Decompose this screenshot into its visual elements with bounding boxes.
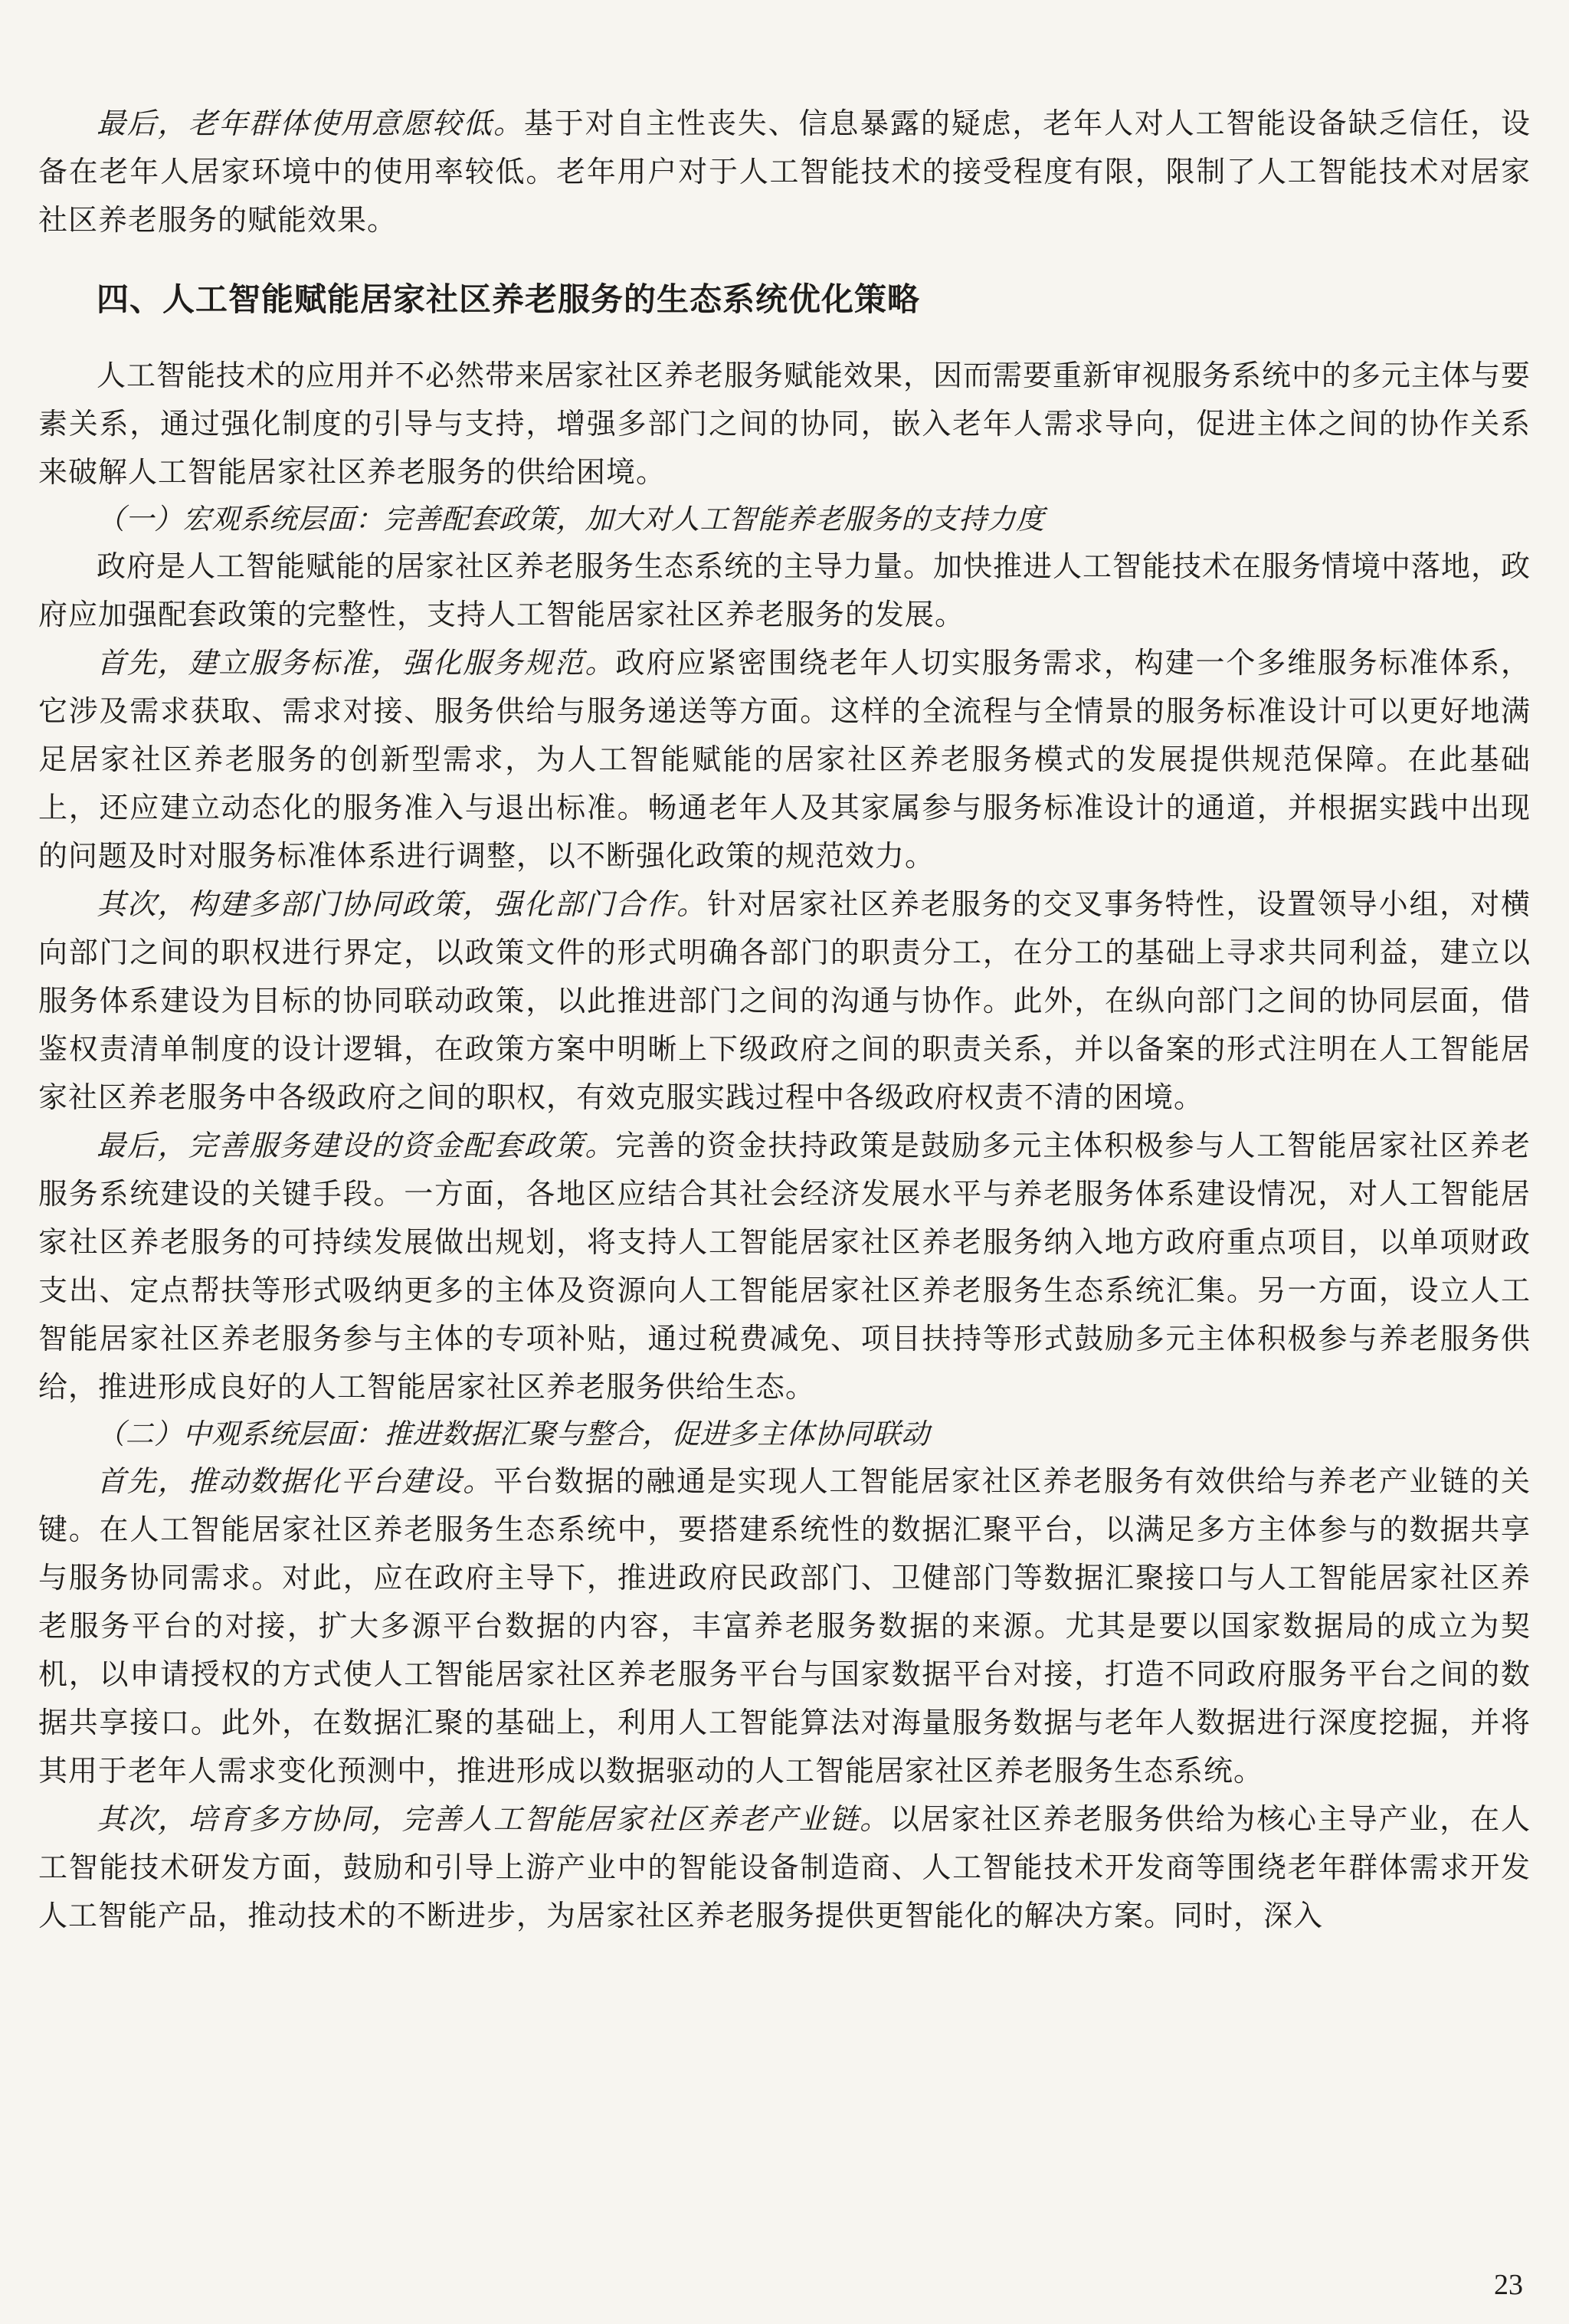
section-heading: 四、人工智能赋能居家社区养老服务的生态系统优化策略 [97,280,921,318]
paragraph-lead: 首先，推动数据化平台建设。 [97,1464,494,1498]
page-number: 23 [1494,2269,1523,2301]
paragraph: 其次，构建多部门协同政策，强化部门合作。针对居家社区养老服务的交叉事务特性，设置领导小组，对横向部门之间的职权进行界定，以政策文件的形式明确各部门的职责分工，在分工的基础上寻求共同利益，建立以服务体系建设为目标的协同联动政策，以此推进部门之间的沟通与协作。此外，在纵向部门之间的协同层面，借鉴权责清单制度的设计逻辑，在政策方案中明晰上下级政府之间的职责关系，并以备案的形式注明在人工智能居家社区养老服务中各级政府之间的职权，有效克服实践过程中各级政府权责不清的困境。 [38,887,1531,1114]
paragraph: 其次，培育多方协同，完善人工智能居家社区养老产业链。以居家社区养老服务供给为核心主导产业，在人工智能技术研发方面，鼓励和引导上游产业中的智能设备制造商、人工智能技术开发商等围绕老年群体需求开发人工智能产品，推动技术的不断进步，为居家社区养老服务提供更智能化的解决方案。同时，深入 [38,1802,1531,1932]
paragraph: 政府是人工智能赋能的居家社区养老服务生态系统的主导力量。加快推进人工智能技术在服务情境中落地，政府应加强配套政策的完整性，支持人工智能居家社区养老服务的发展。 [38,549,1531,631]
paragraph-lead: 其次，培育多方协同，完善人工智能居家社区养老产业链。 [97,1802,891,1836]
paragraph-lead: 其次，构建多部门协同政策，强化部门合作。 [97,887,707,921]
paragraph: 人工智能技术的应用并不必然带来居家社区养老服务赋能效果，因而需要重新审视服务系统中的多元主体与要素关系，通过强化制度的引导与支持，增强多部门之间的协同，嵌入老年人需求导向，促进主体之间的协作关系来破解人工智能居家社区养老服务的供给困境。 [38,359,1531,489]
paragraph: 最后，完善服务建设的资金配套政策。完善的资金扶持政策是鼓励多元主体积极参与人工智能居家社区养老服务系统建设的关键手段。一方面，各地区应结合其社会经济发展水平与养老服务体系建设情况，对人工智能居家社区养老服务的可持续发展做出规划，将支持人工智能居家社区养老服务纳入地方政府重点项目，以单项财政支出、定点帮扶等形式吸纳更多的主体及资源向人工智能居家社区养老服务生态系统汇集。另一方面，设立人工智能居家社区养老服务参与主体的专项补贴，通过税费减免、项目扶持等形式鼓励多元主体积极参与养老服务供给，推进形成良好的人工智能居家社区养老服务供给生态。 [38,1129,1531,1404]
paragraph-lead: 首先，建立服务标准，强化服务规范。 [97,646,616,680]
subheading-meso: （二）中观系统层面：推进数据汇聚与整合，促进多主体协同联动 [97,1418,930,1450]
paragraph-lead: 最后，完善服务建设的资金配套政策。 [97,1129,616,1162]
paragraph: 最后，老年群体使用意愿较低。基于对自主性丧失、信息暴露的疑虑，老年人对人工智能设备缺乏信任，设备在老年人居家环境中的使用率较低。老年用户对于人工智能技术的接受程度有限，限制了人工智能技术对居家社区养老服务的赋能效果。 [38,107,1531,237]
paragraph: 首先，推动数据化平台建设。平台数据的融通是实现人工智能居家社区养老服务有效供给与养老产业链的关键。在人工智能居家社区养老服务生态系统中，要搭建系统性的数据汇聚平台，以满足多方主体参与的数据共享与服务协同需求。对此，应在政府主导下，推进政府民政部门、卫健部门等数据汇聚接口与人工智能居家社区养老服务平台的对接，扩大多源平台数据的内容，丰富养老服务数据的来源。尤其是要以国家数据局的成立为契机，以申请授权的方式使人工智能居家社区养老服务平台与国家数据平台对接，打造不同政府服务平台之间的数据共享接口。此外，在数据汇聚的基础上，利用人工智能算法对海量服务数据与老年人数据进行深度挖掘，并将其用于老年人需求变化预测中，推进形成以数据驱动的人工智能居家社区养老服务生态系统。 [38,1464,1531,1788]
paragraph-lead: 最后，老年群体使用意愿较低。 [97,107,524,140]
subheading-macro: （一）宏观系统层面：完善配套政策，加大对人工智能养老服务的支持力度 [97,503,1045,536]
paragraph: 首先，建立服务标准，强化服务规范。政府应紧密围绕老年人切实服务需求，构建一个多维服务标准体系，它涉及需求获取、需求对接、服务供给与服务递送等方面。这样的全流程与全情景的服务标准设计可以更好地满足居家社区养老服务的创新型需求，为人工智能赋能的居家社区养老服务模式的发展提供规范保障。在此基础上，还应建立动态化的服务准入与退出标准。畅通老年人及其家属参与服务标准设计的通道，并根据实践中出现的问题及时对服务标准体系进行调整，以不断强化政策的规范效力。 [38,646,1531,873]
